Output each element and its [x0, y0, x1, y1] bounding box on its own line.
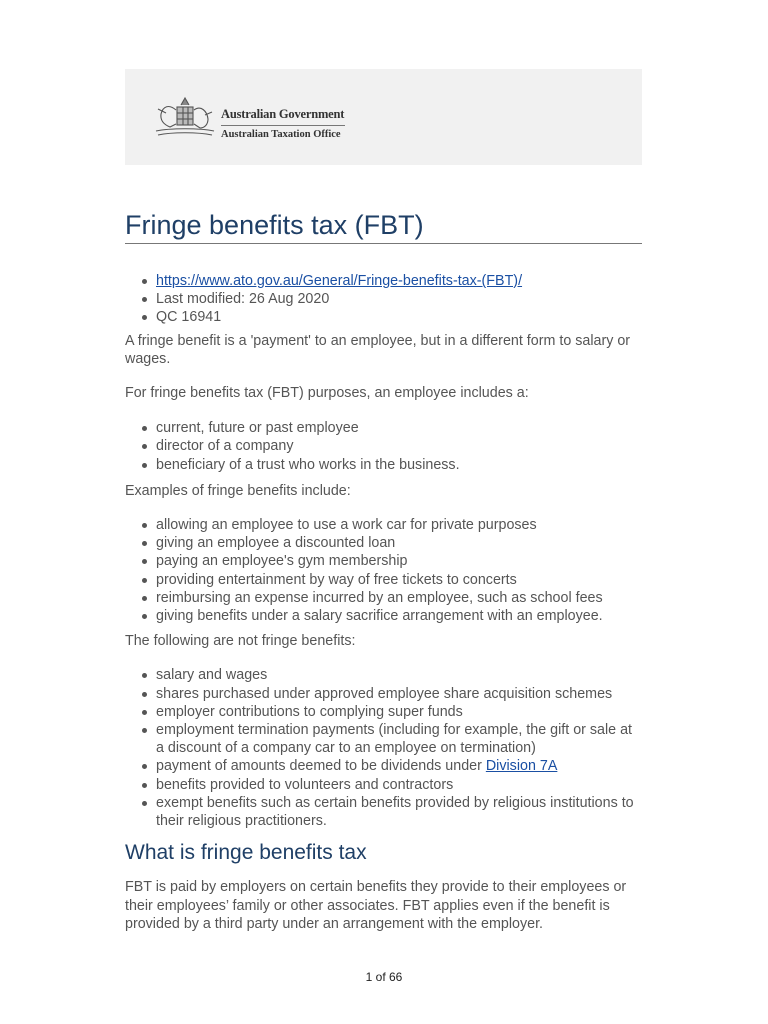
- list-item: employer contributions to complying super funds: [156, 703, 642, 721]
- not-benefits-list: [125, 666, 642, 830]
- intro-paragraph: A fringe benefit is a 'payment' to an employee, but in a different form to salary or wages.: [125, 332, 631, 367]
- list-item: current, future or past employee: [156, 419, 642, 437]
- wordmark-divider: [221, 125, 345, 126]
- document-body: [125, 272, 642, 933]
- list-item: exempt benefits such as certain benefits provided by religious institutions to their religious practitioners.: [156, 794, 642, 830]
- list-item: salary and wages: [156, 666, 642, 684]
- government-name: Australian Government: [221, 107, 345, 121]
- list-item: benefits provided to volunteers and contractors: [156, 776, 642, 794]
- page-title: Fringe benefits tax (FBT): [125, 209, 642, 244]
- agency-name: Australian Taxation Office: [221, 129, 341, 140]
- examples-list: [125, 516, 642, 625]
- list-item: beneficiary of a trust who works in the business.: [156, 456, 642, 474]
- list-item-dividends: [156, 757, 642, 775]
- list-item: reimbursing an expense incurred by an employee, such as school fees: [156, 589, 642, 607]
- list-item: director of a company: [156, 437, 642, 455]
- list-item: providing entertainment by way of free tickets to concerts: [156, 571, 642, 589]
- division-7a-link[interactable]: Division 7A: [485, 758, 558, 775]
- meta-last-modified: Last modified: 26 Aug 2020: [156, 290, 642, 308]
- examples-intro: Examples of fringe benefits include:: [125, 482, 351, 499]
- list-item: giving an employee a discounted loan: [156, 534, 642, 552]
- list-item: employment termination payments (including for example, the gift or sale at a discount of a company car to an employee on termination): [156, 721, 642, 757]
- dividends-text: payment of amounts deemed to be dividends under: [156, 758, 486, 775]
- section-paragraph: FBT is paid by employers on certain benefits they provide to their employees or their employees’ family or other associates. FBT applies even if the benefit is provided by a third party under an arrangement with the employer.: [125, 879, 627, 932]
- employee-intro: For fringe benefits tax (FBT) purposes, an employee includes a:: [125, 385, 529, 402]
- page-number: 1 of 66: [365, 970, 403, 984]
- list-item: giving benefits under a salary sacrifice arrangement with an employee.: [156, 607, 642, 625]
- list-item: paying an employee's gym membership: [156, 552, 642, 570]
- list-item: allowing an employee to use a work car for private purposes: [156, 516, 642, 534]
- source-url-link[interactable]: https://www.ato.gov.au/General/Fringe-benefits-tax-(FBT)/: [156, 273, 523, 289]
- meta-qc: QC 16941: [156, 308, 642, 326]
- meta-url-item: [156, 272, 642, 290]
- not-benefits-intro: The following are not fringe benefits:: [125, 633, 356, 650]
- employee-list: [125, 419, 642, 474]
- list-item: shares purchased under approved employee share acquisition schemes: [156, 685, 642, 703]
- government-wordmark: [221, 107, 345, 140]
- meta-list: [125, 272, 642, 327]
- coat-of-arms-logo: [152, 93, 218, 141]
- header-banner: [125, 69, 642, 165]
- section-heading: What is fringe benefits tax: [125, 841, 367, 865]
